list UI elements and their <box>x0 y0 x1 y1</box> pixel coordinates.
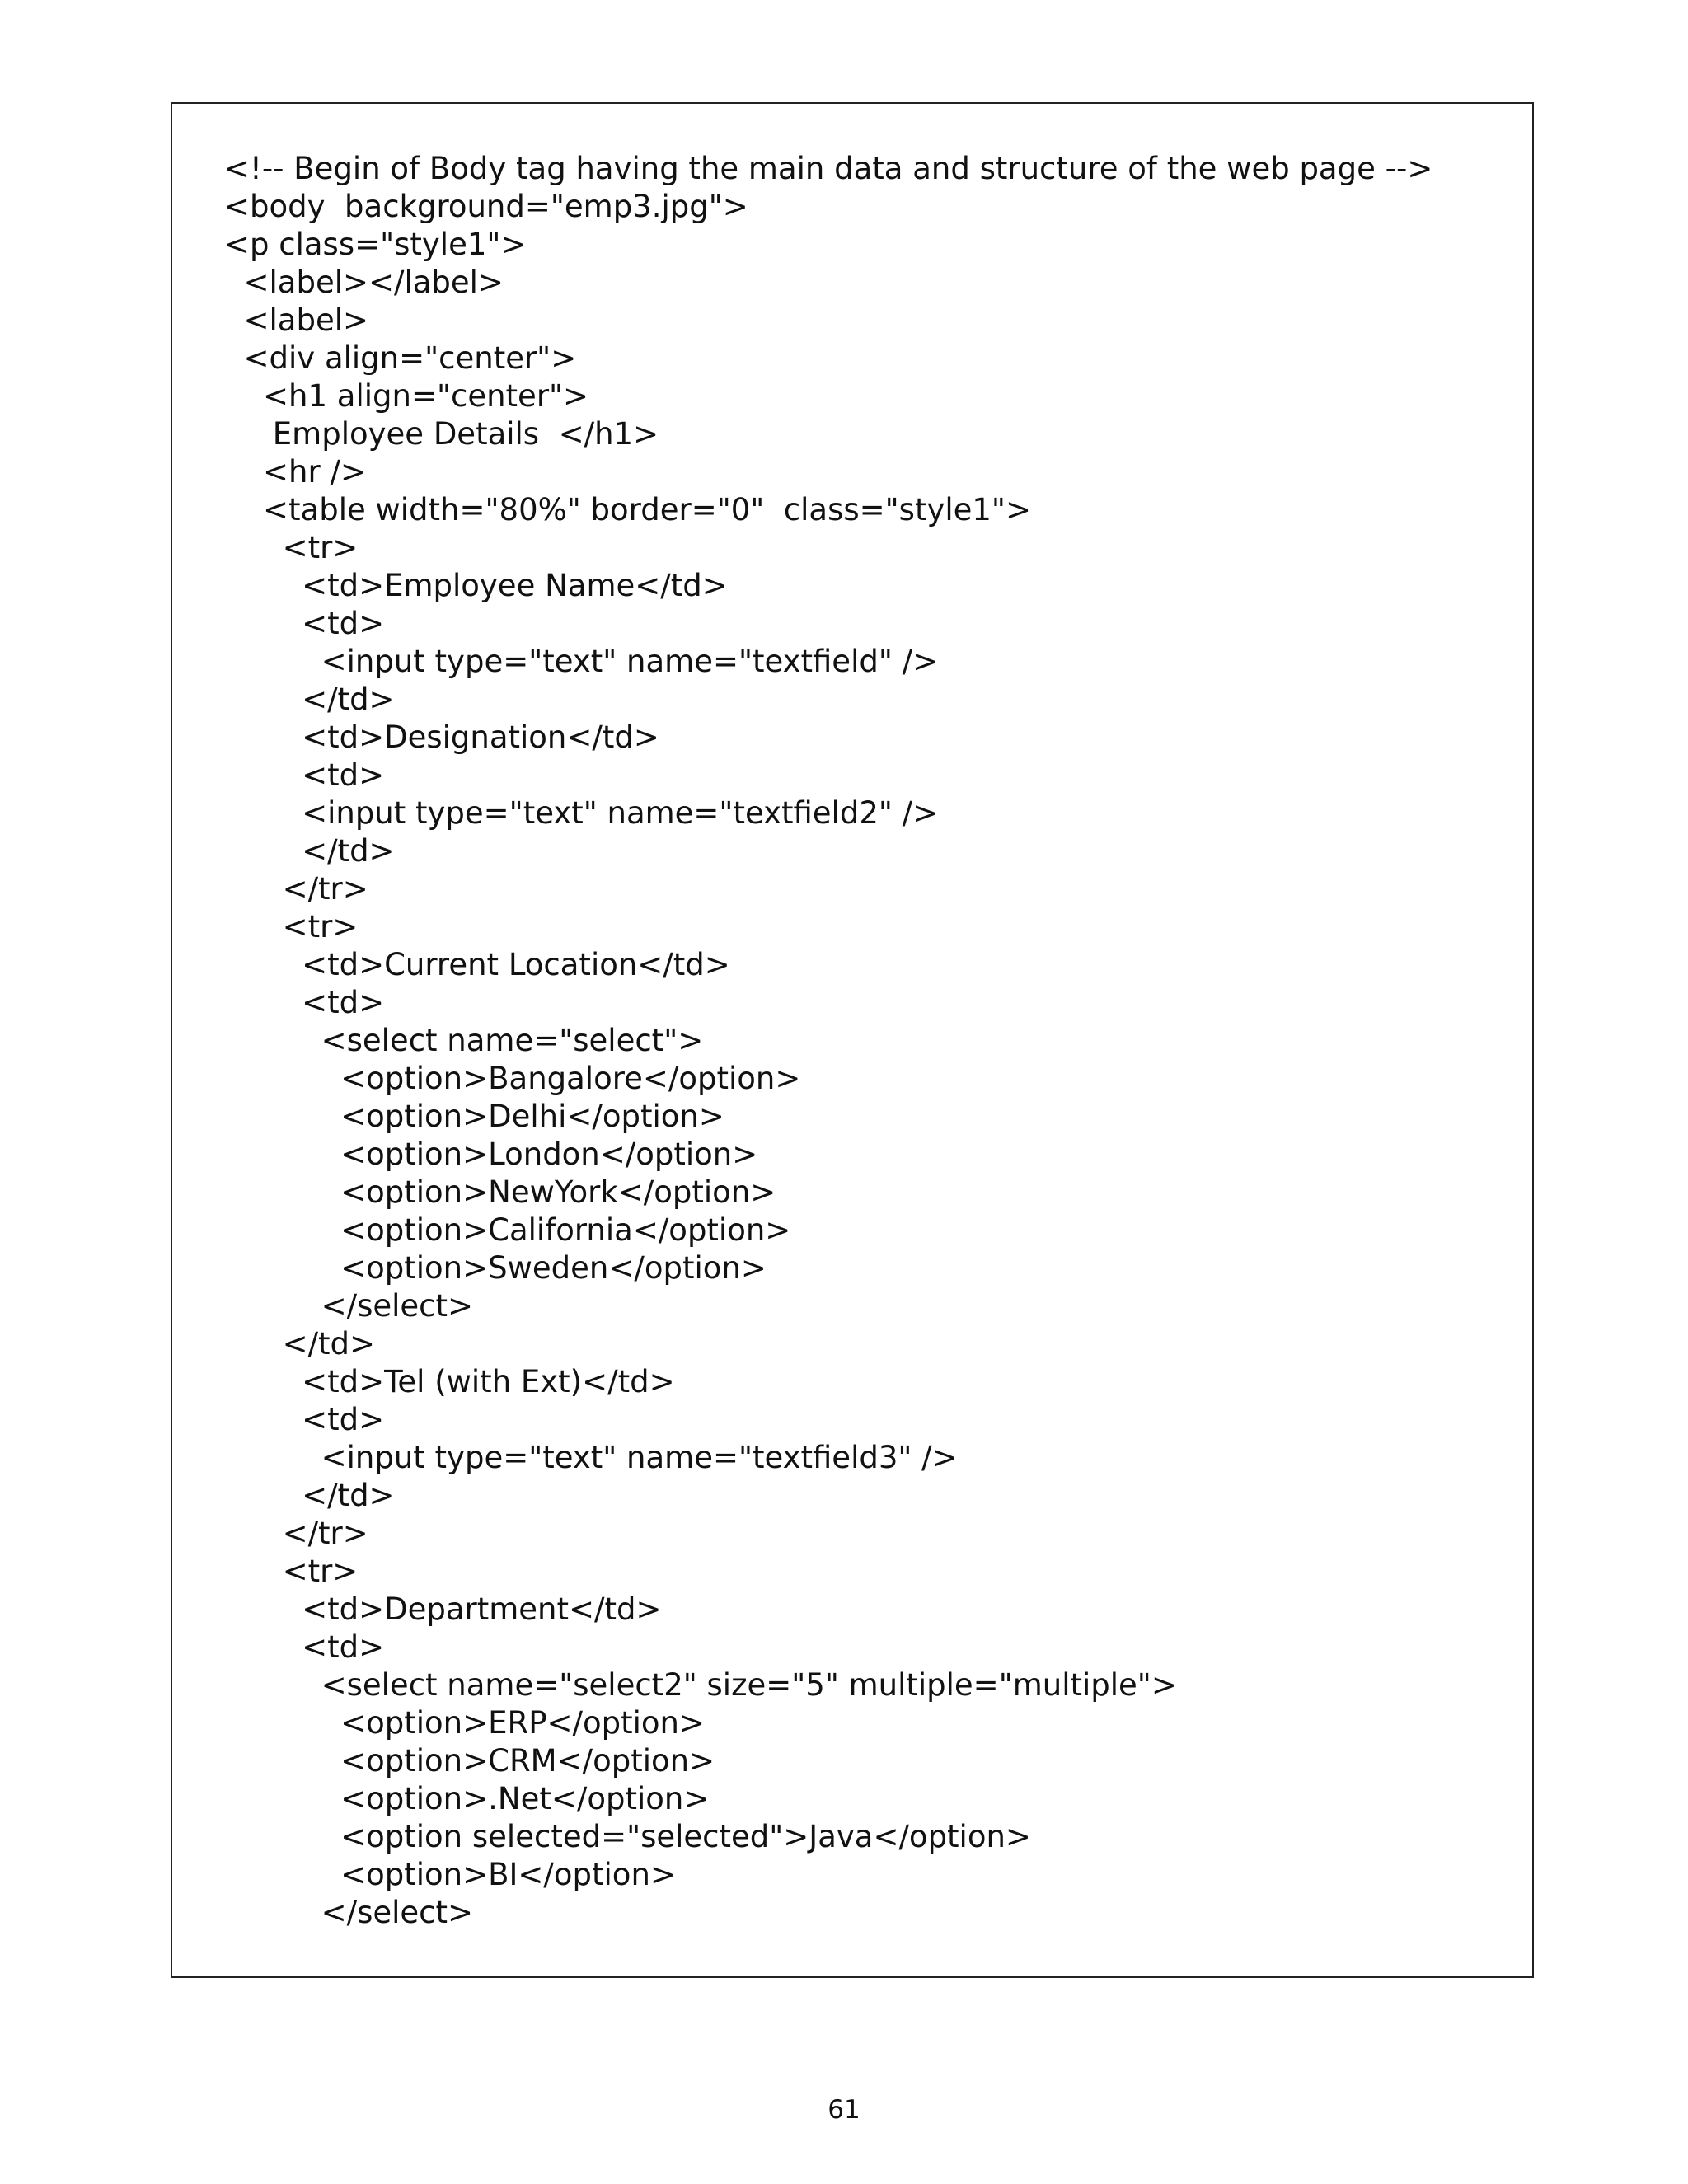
code-line: <td>Current Location</td> <box>224 947 730 982</box>
code-line: <option>London</option> <box>224 1137 758 1172</box>
code-line: <option>California</option> <box>224 1212 791 1248</box>
code-line: <option>BI</option> <box>224 1857 676 1892</box>
code-line: <td>Department</td> <box>224 1591 662 1627</box>
code-line: <option>Bangalore</option> <box>224 1061 801 1096</box>
code-line: <td> <box>224 757 385 793</box>
code-line: <select name="select2" size="5" multiple="multiple"> <box>224 1667 1177 1703</box>
code-line: </td> <box>224 682 395 717</box>
code-line: <option>NewYork</option> <box>224 1174 776 1210</box>
code-line: <h1 align="center"> <box>224 378 589 414</box>
code-line: <tr> <box>224 530 359 565</box>
code-line: <option>Delhi</option> <box>224 1099 724 1134</box>
code-line: <label></label> <box>224 265 504 300</box>
code-line: <td> <box>224 985 385 1020</box>
code-line: <td>Employee Name</td> <box>224 568 728 603</box>
code-line: <option>ERP</option> <box>224 1705 706 1741</box>
code-line: <input type="text" name="textfield3" /> <box>224 1440 958 1475</box>
code-line: </td> <box>224 1478 395 1513</box>
code-listing-box <box>171 102 1534 1978</box>
code-line: </td> <box>224 1326 376 1361</box>
code-line: <!-- Begin of Body tag having the main data and structure of the web page --> <box>224 151 1433 186</box>
code-line: <td> <box>224 1629 385 1665</box>
code-line: </select> <box>224 1288 474 1324</box>
code-line: <option>.Net</option> <box>224 1781 710 1816</box>
code-line: <select name="select"> <box>224 1023 704 1058</box>
code-line: <tr> <box>224 1554 359 1589</box>
code-line: <body background="emp3.jpg"> <box>224 189 748 224</box>
code-line: <option>Sweden</option> <box>224 1250 767 1286</box>
code-line: <table width="80%" border="0" class="style1"> <box>224 492 1031 527</box>
code-line: <option selected="selected">Java</option> <box>224 1819 1031 1854</box>
code-line: Employee Details </h1> <box>224 416 659 452</box>
code-line: </tr> <box>224 871 368 907</box>
code-line: <td> <box>224 1402 385 1437</box>
code-line: <div align="center"> <box>224 340 577 376</box>
code-line: <hr /> <box>224 454 366 490</box>
code-line: <p class="style1"> <box>224 227 527 262</box>
code-line: <td>Designation</td> <box>224 719 659 755</box>
code-line: <tr> <box>224 909 359 944</box>
code-line: <input type="text" name="textfield2" /> <box>224 795 939 831</box>
code-line: <td>Tel (with Ext)</td> <box>224 1364 675 1399</box>
code-line: </tr> <box>224 1516 368 1551</box>
page-number: 61 <box>828 2095 860 2125</box>
code-line: <input type="text" name="textfield" /> <box>224 644 939 679</box>
code-line: </select> <box>224 1895 474 1930</box>
code-line: <option>CRM</option> <box>224 1743 715 1779</box>
code-listing <box>224 150 1432 1932</box>
code-line: </td> <box>224 833 395 869</box>
code-line: <label> <box>224 302 369 338</box>
code-line: <td> <box>224 606 385 641</box>
